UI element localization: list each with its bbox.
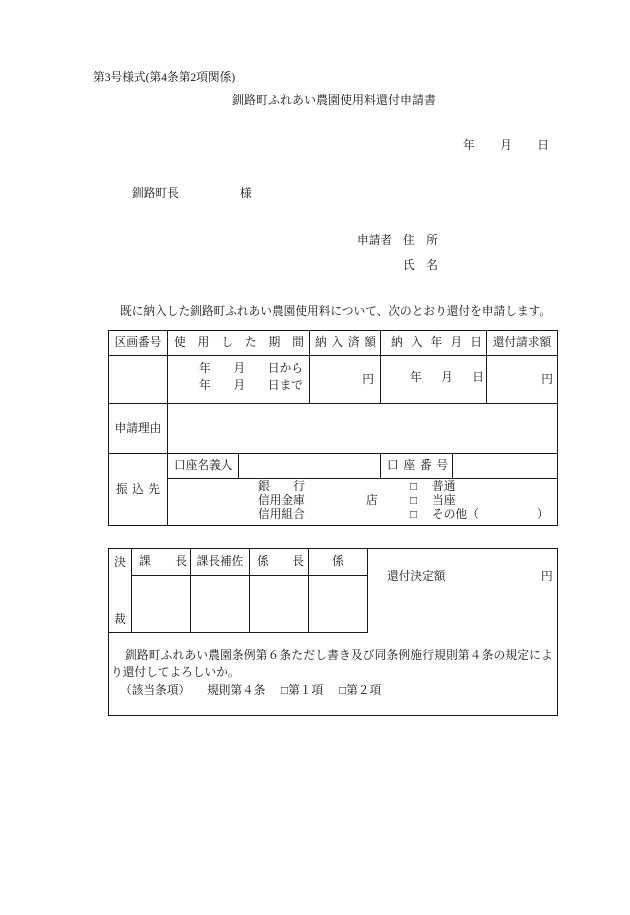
date-day-label: 日 <box>537 139 549 152</box>
payment-date-fields <box>410 371 484 385</box>
approval-box <box>108 548 558 716</box>
approval-side-label-bottom: 裁 <box>114 613 126 626</box>
header-usage-period-label: 使 用 し た 期 間 <box>174 336 304 349</box>
clause-option-2 <box>339 684 381 698</box>
role-assistant-chief <box>190 548 250 576</box>
payment-date-year: 年 <box>410 371 422 384</box>
account-holder-label-cell <box>167 453 239 479</box>
approval-side-label-top: 決 <box>114 556 126 569</box>
payment-date-month: 月 <box>441 371 453 384</box>
branch-suffix: 店 <box>366 494 378 507</box>
clause-option-1-label: 第１項 <box>288 684 324 697</box>
account-type-other-close: ） <box>537 508 549 521</box>
account-type-current-label: 当座 <box>432 494 456 507</box>
paid-amount-value <box>309 355 381 404</box>
account-type-current <box>410 494 456 508</box>
account-type-other <box>410 508 479 522</box>
note-line-2: り還付してよろしいか。 <box>111 666 240 679</box>
seal-section-chief <box>131 575 191 633</box>
period-from-month: 月 <box>233 362 246 375</box>
role-staff-label: 係 <box>332 555 344 568</box>
applicant-label: 申請者 <box>357 234 393 247</box>
header-usage-period <box>167 330 310 356</box>
period-to-month: 月 <box>233 379 246 392</box>
checkbox-icon: □ <box>410 480 418 493</box>
seal-staff <box>308 575 368 633</box>
refund-request-unit: 円 <box>541 372 553 386</box>
account-type-other-label: その他（ <box>432 508 479 521</box>
applicable-clause-label: （該当条項） <box>120 684 191 697</box>
role-subsection-chief <box>249 548 309 576</box>
applicable-rule: 規則第４条 <box>207 684 266 697</box>
period-from-day: 日から <box>267 362 303 375</box>
checkbox-icon: □ <box>339 684 347 697</box>
seal-assistant-chief <box>190 575 250 633</box>
applicant-name-label: 氏 名 <box>403 259 438 272</box>
checkbox-icon: □ <box>410 508 418 521</box>
intro-text: 既に納入した釧路町ふれあい農園使用料について、次のとおり還付を申請します。 <box>120 305 552 318</box>
applicant-address-label: 住 所 <box>403 234 438 247</box>
institution-bank: 銀 行 <box>258 480 305 493</box>
account-number-value <box>452 453 558 479</box>
seal-subsection-chief <box>249 575 309 633</box>
header-refund-request <box>486 330 558 356</box>
reason-label: 申請理由 <box>114 421 162 435</box>
header-paid-amount <box>309 330 381 356</box>
account-holder-label: 口座名義人 <box>174 459 233 472</box>
role-assistant-chief-label: 課長補佐 <box>196 555 244 568</box>
role-section-chief-label: 課 長 <box>139 555 187 568</box>
header-payment-date <box>380 330 487 356</box>
refund-request-value <box>486 355 558 404</box>
role-section-chief <box>131 548 191 576</box>
addressee-honorific: 様 <box>240 187 252 200</box>
checkbox-icon: □ <box>281 684 289 697</box>
account-type-ordinary <box>410 480 456 494</box>
header-plot-number <box>108 330 168 356</box>
account-holder-value <box>238 453 381 479</box>
date-month-label: 月 <box>500 139 512 152</box>
form-number: 第3号様式(第4条第2項関係) <box>93 71 236 84</box>
document-title: 釧路町ふれあい農園使用料還付申請書 <box>232 93 437 107</box>
header-plot-number-label: 区画番号 <box>114 336 162 349</box>
header-refund-request-label: 還付請求額 <box>492 336 552 349</box>
plot-number-value <box>108 355 168 404</box>
transfer-label-cell <box>108 453 168 526</box>
decision-amount-label: 還付決定額 <box>387 570 446 583</box>
financial-institution-cell <box>167 478 558 526</box>
account-type-ordinary-label: 普通 <box>432 480 456 493</box>
institution-shinkin: 信用金庫 <box>258 494 305 507</box>
checkbox-icon: □ <box>410 494 418 507</box>
payment-date-day: 日 <box>472 371 484 384</box>
header-payment-date-label: 納 入 年 月 日 <box>391 336 482 349</box>
usage-period-value <box>167 355 310 404</box>
account-number-label: 口 座 番 号 <box>387 459 448 472</box>
role-staff <box>308 548 368 576</box>
submission-date <box>463 139 549 153</box>
date-year-label: 年 <box>463 139 475 152</box>
reason-label-cell <box>108 403 168 454</box>
period-to <box>199 379 303 393</box>
clause-option-2-label: 第２項 <box>346 684 382 697</box>
approval-side-label-cell <box>108 548 132 633</box>
header-paid-amount-label: 納 入 済 額 <box>315 336 376 349</box>
institution-credit-union: 信用組合 <box>258 508 305 521</box>
period-from <box>199 362 303 376</box>
addressee-name: 釧路町長 <box>132 187 179 200</box>
period-from-year: 年 <box>199 362 211 375</box>
decision-amount-unit: 円 <box>541 570 553 583</box>
account-number-label-cell <box>380 453 453 479</box>
transfer-label: 振 込 先 <box>116 482 160 496</box>
paid-amount-unit: 円 <box>362 372 374 386</box>
period-to-year: 年 <box>199 379 211 392</box>
role-subsection-chief-label: 係 長 <box>257 555 304 568</box>
note-line-1: 釧路町ふれあい農園条例第６条ただし書き及び同条例施行規則第４条の規定によ <box>125 649 553 662</box>
reason-value <box>167 403 558 454</box>
payment-date-value <box>380 355 487 404</box>
period-to-day: 日まで <box>267 379 303 392</box>
refund-request-table <box>108 330 558 526</box>
clause-option-1 <box>281 684 323 698</box>
